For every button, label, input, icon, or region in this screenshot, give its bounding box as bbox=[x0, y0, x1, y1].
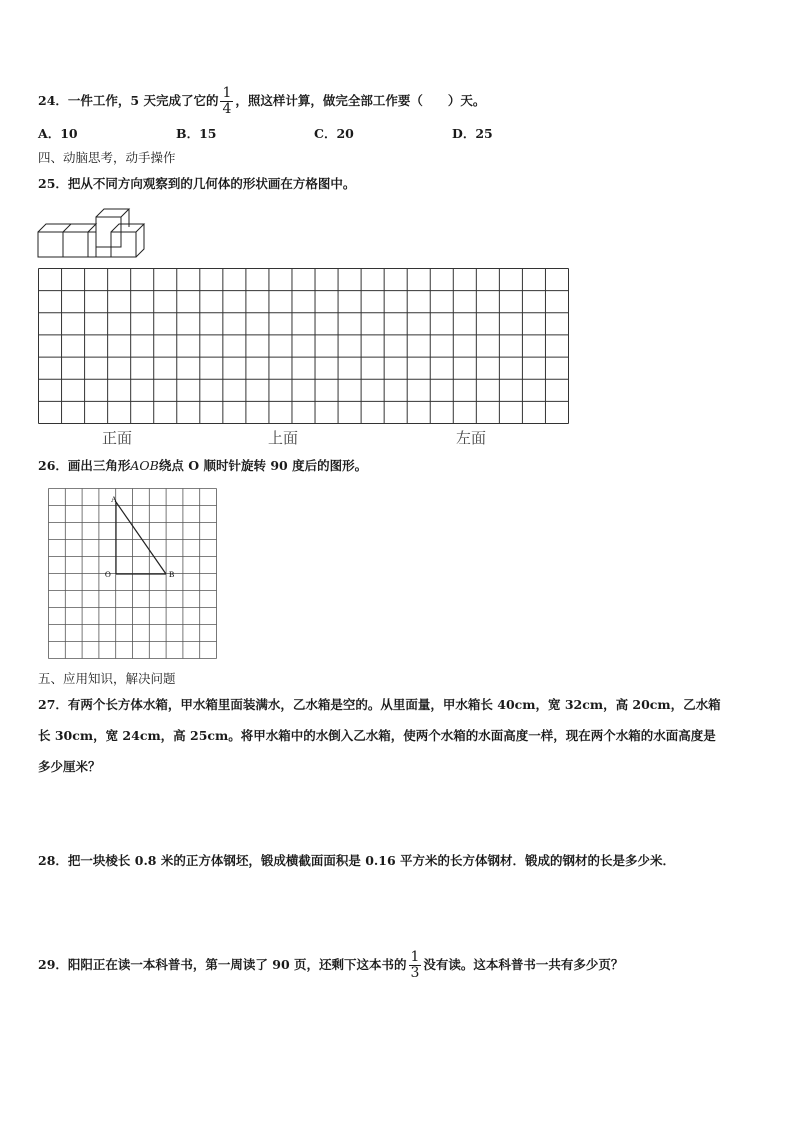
label-top-view: 上面 bbox=[268, 429, 299, 447]
point-o-label: O bbox=[105, 570, 111, 579]
choice-a[interactable]: A．10 bbox=[38, 126, 78, 141]
question-26 bbox=[38, 457, 367, 475]
rotation-grid-26[interactable] bbox=[48, 488, 218, 660]
question-27-line2: 长 30cm，宽 24cm，高 25cm。将甲水箱中的水倒入乙水箱，使两个水箱的水面高度一样，现在两个水箱的水面高度是 bbox=[38, 728, 716, 743]
point-a-label: A bbox=[111, 495, 117, 504]
point-b-label: B bbox=[169, 570, 175, 579]
label-front-view: 正面 bbox=[102, 429, 133, 447]
label-left-view: 左面 bbox=[456, 429, 487, 447]
cubes-figure bbox=[36, 205, 151, 260]
q26-triangle-name: AOB bbox=[130, 458, 159, 473]
choice-d[interactable]: D．25 bbox=[452, 126, 493, 141]
q26-prefix: 26．画出三角形 bbox=[38, 458, 131, 473]
choice-c[interactable]: C．20 bbox=[314, 126, 354, 141]
q26-suffix: 绕点 O 顺时针旋转 90 度后的图形。 bbox=[158, 458, 368, 473]
section-4-heading: 四、动脑思考，动手操作 bbox=[38, 150, 176, 165]
q24-prefix: 24．一件工作，5 天完成了它的 bbox=[38, 93, 219, 108]
question-27-line3: 多少厘米？ bbox=[38, 759, 101, 774]
q24-fraction bbox=[220, 86, 233, 117]
q24-suffix: ，照这样计算，做完全部工作要（ ）天。 bbox=[235, 93, 486, 108]
choice-b[interactable]: B．15 bbox=[176, 126, 217, 141]
q29-fraction bbox=[409, 950, 422, 981]
q29-frac-num: 1 bbox=[410, 949, 420, 965]
section-5-heading: 五、应用知识，解决问题 bbox=[38, 671, 176, 686]
q29-prefix: 29．阳阳正在读一本科普书，第一周读了 90 页，还剩下这本书的 bbox=[38, 957, 407, 972]
question-29 bbox=[38, 950, 623, 981]
q29-frac-den: 3 bbox=[410, 965, 420, 981]
question-27-line1: 27．有两个长方体水箱，甲水箱里面装满水，乙水箱是空的。从里面量，甲水箱长 40cm，宽 32cm，高 20cm，乙水箱 bbox=[38, 697, 721, 712]
question-28: 28．把一块棱长 0.8 米的正方体钢坯，锻成横截面面积是 0.16 平方米的长方体钢材．锻成的钢材的长是多少米． bbox=[38, 853, 675, 868]
triangle-aob bbox=[116, 502, 166, 574]
question-25: 25．把从不同方向观察到的几何体的形状画在方格图中。 bbox=[38, 176, 356, 191]
q24-frac-num: 1 bbox=[222, 85, 232, 101]
drawing-grid-25[interactable] bbox=[38, 268, 569, 424]
question-24 bbox=[38, 86, 485, 117]
q24-frac-den: 4 bbox=[222, 101, 232, 117]
q29-suffix: 没有读。这本科普书一共有多少页？ bbox=[423, 957, 624, 972]
